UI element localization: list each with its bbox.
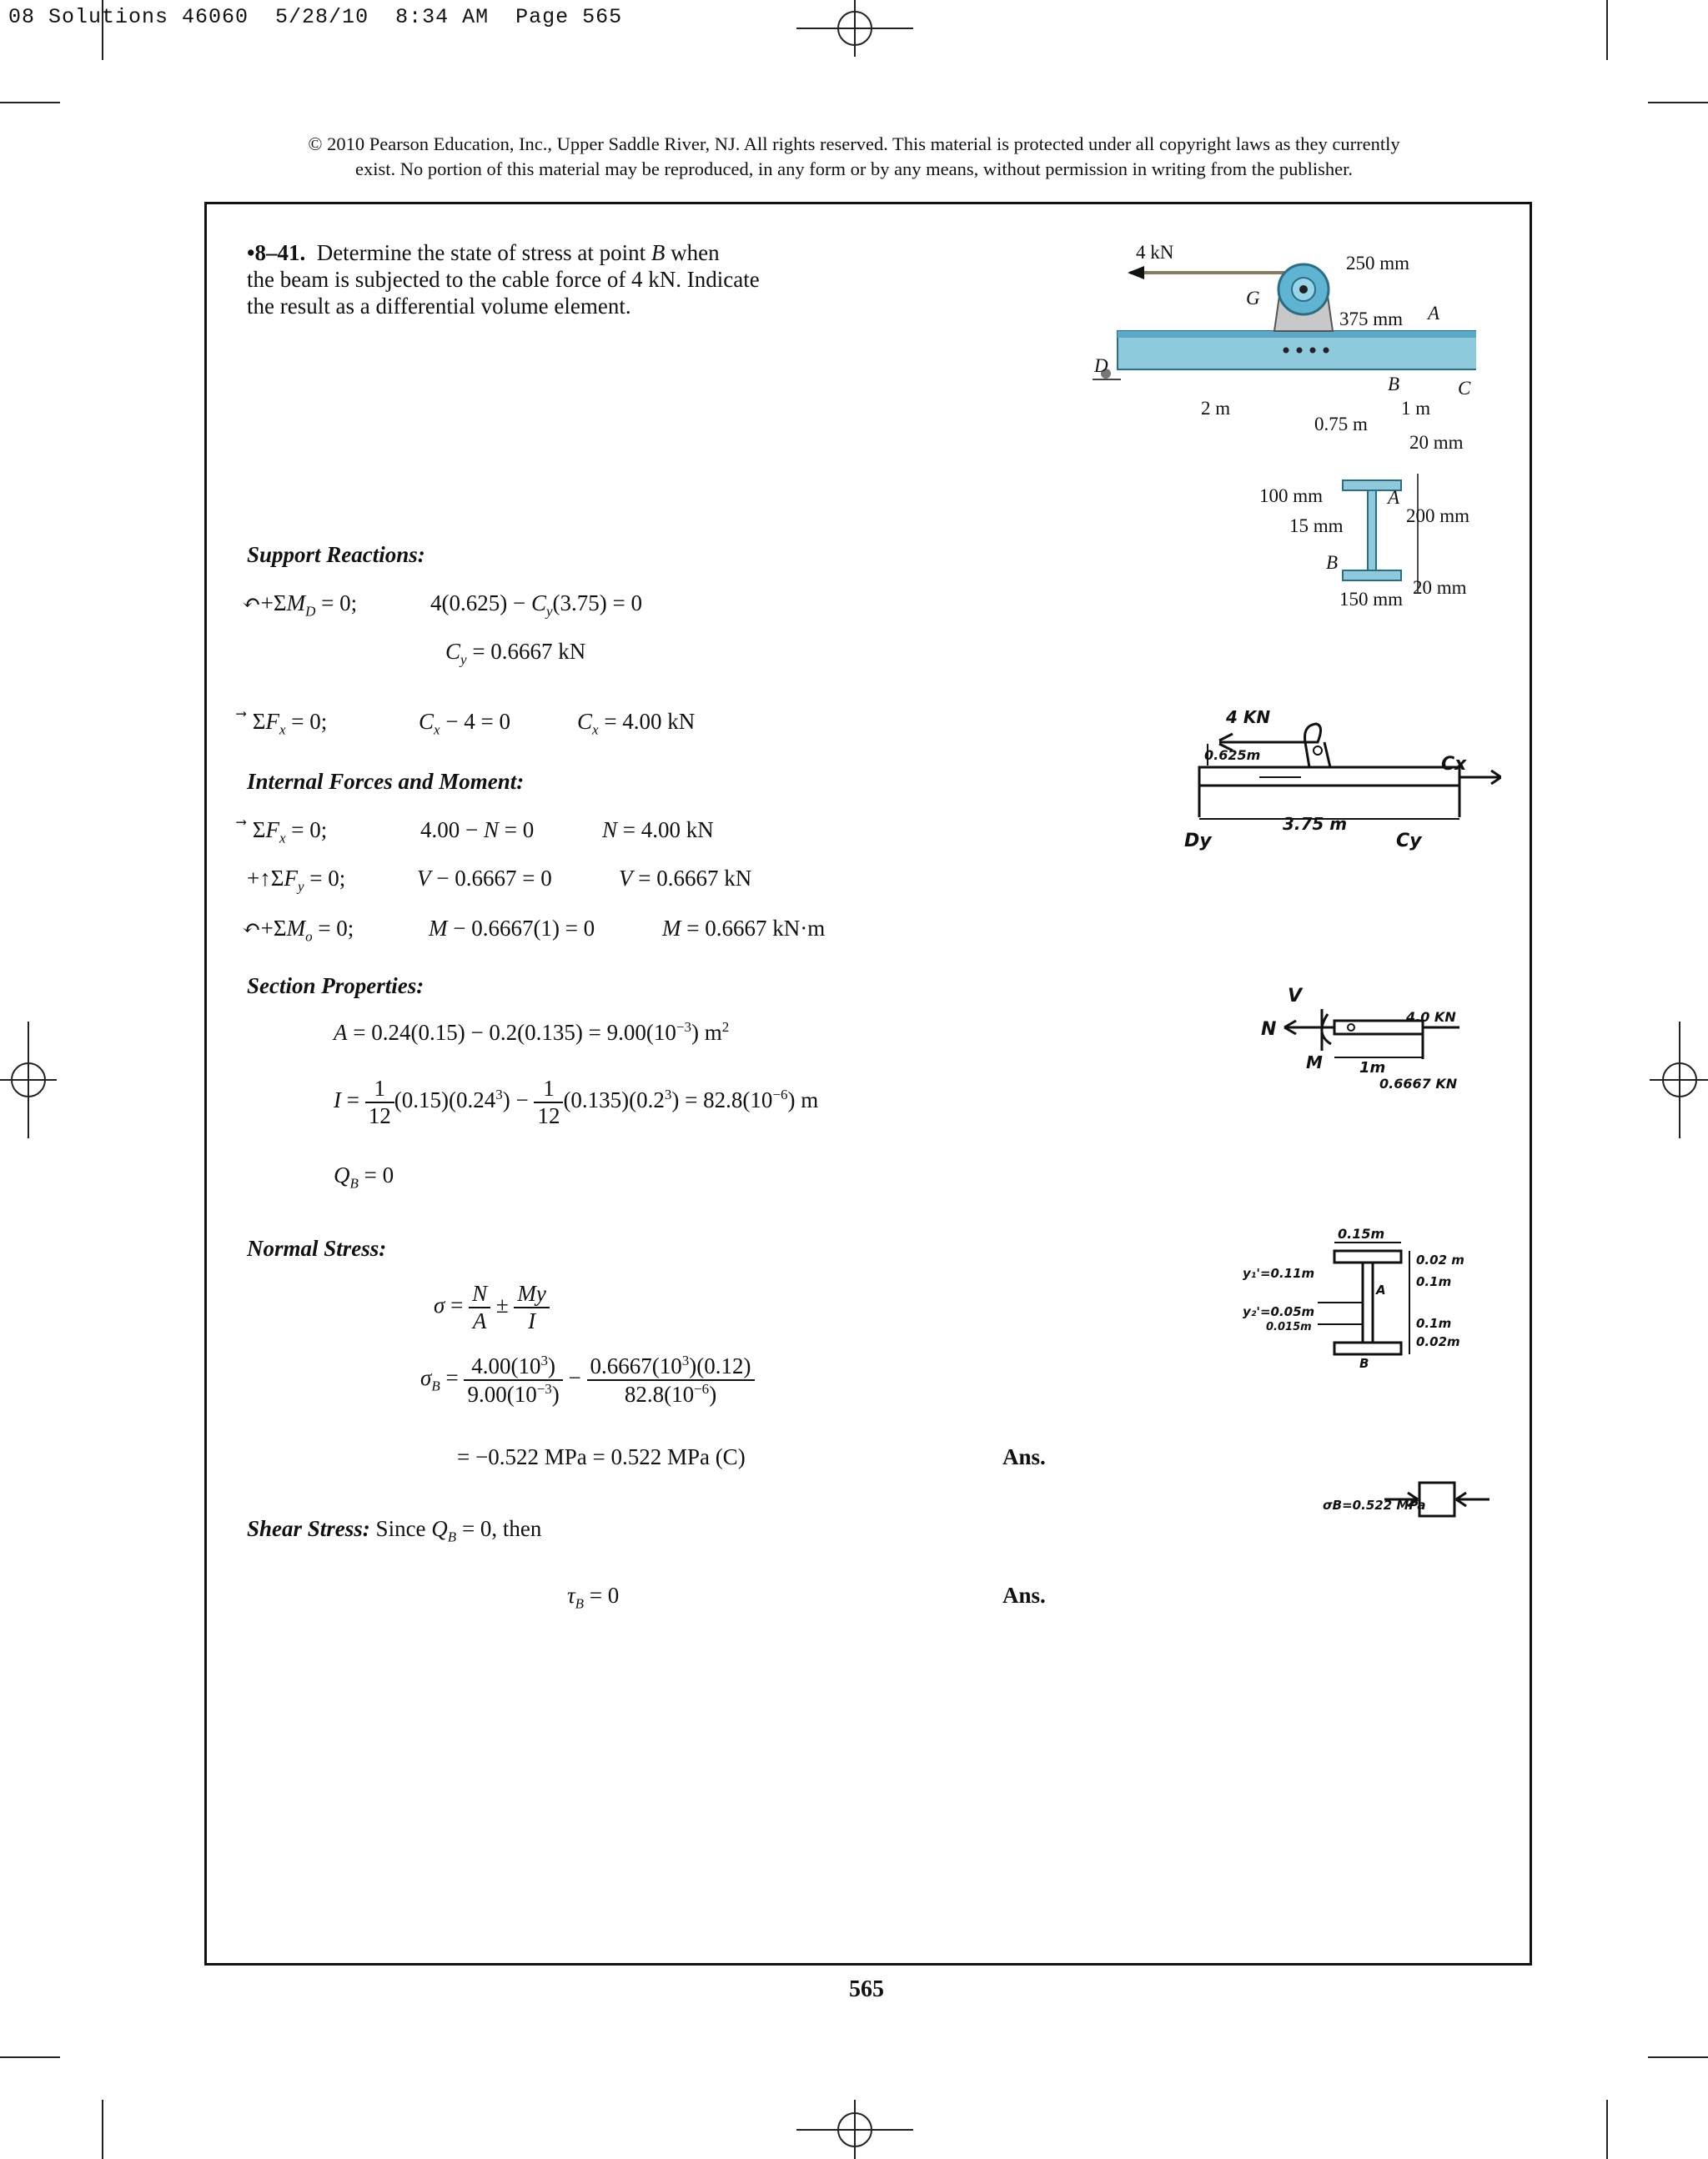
eq-m-sum: M − 0.6667(1) = 0 <box>429 916 595 941</box>
crop-mark <box>1648 102 1708 103</box>
eq-cy-result: $C_y = 0.6667$ kN <box>445 639 586 668</box>
fig-dim-375: 375 mm <box>1339 309 1404 329</box>
copyright-line-1: © 2010 Pearson Education, Inc., Upper Saddle River, NJ. All rights reserved. This material is protected under all copyright laws as they currently <box>308 133 1400 154</box>
eq-cx-sum: $C_x - 4 = 0$ <box>419 709 511 738</box>
fig-load: 4 kN <box>1136 242 1174 263</box>
registration-mark-top <box>792 0 917 58</box>
section-h1-label: 0.1m <box>1416 1274 1452 1289</box>
section-tw-label: 0.015m <box>1266 1321 1312 1333</box>
registration-mark-left <box>0 1022 58 1138</box>
copyright-line-2: exist. No portion of this material may be reproduced, in any form or by any means, without permission in writing from the publisher. <box>354 158 1353 179</box>
fig-label-b: B <box>1388 374 1400 394</box>
fig-dim-20b: 20 mm <box>1413 577 1467 598</box>
heading-section-properties: Section Properties: <box>247 973 424 998</box>
section-width-label: 0.15m <box>1338 1226 1385 1242</box>
segment-v-label: V <box>1288 986 1303 1007</box>
section-sketch <box>1318 1226 1484 1376</box>
section-h2-label: 0.1m <box>1416 1316 1452 1331</box>
segment-n-label: N <box>1261 1019 1277 1040</box>
fbd-length-label: 3.75 m <box>1283 814 1348 834</box>
eq-sigma-general: σ = $\frac{N}{A}$ ± $\frac{My}{I}$ <box>434 1281 550 1334</box>
shear-stress-line: Shear Stress: Since $Q_B = 0$, then <box>247 1516 542 1545</box>
eq-n-result: N = 4.00 kN <box>602 817 714 842</box>
fbd-arm-label: 0.625m <box>1204 747 1261 763</box>
problem-line-2: the beam is subjected to the cable force of 4 kN. Indicate <box>247 267 760 292</box>
crop-mark <box>0 2056 60 2058</box>
eq-sigma-result: = −0.522 MPa = 0.522 MPa (C) <box>457 1444 746 1469</box>
fig-dim-1m: 1 m <box>1401 398 1431 419</box>
fig-dim-250: 250 mm <box>1346 253 1410 274</box>
problem-line-1: •8–41. Determine the state of stress at point B when <box>247 240 720 265</box>
eq-sum-fx-2: ⃗ $\Sigma F_x = 0$; <box>247 817 328 846</box>
eq-v-result: V = 0.6667 kN <box>619 866 752 891</box>
fig-dim-20a: 20 mm <box>1409 432 1464 453</box>
fig-dim-075: 0.75 m <box>1314 414 1368 434</box>
section-t1-label: 0.02 m <box>1416 1253 1464 1268</box>
page-number: 565 <box>849 1976 884 2002</box>
problem-number: •8–41. <box>247 240 306 265</box>
fig-dim-2m: 2 m <box>1201 398 1231 419</box>
registration-mark-bottom <box>792 2100 917 2159</box>
fbd-cx-label: Cx <box>1441 754 1467 775</box>
eq-inertia: I = $\frac{1}{12}$ $(0.15)(0.24^3)$ − $\frac{1}{12}$ $(0.135)(0.2^3) = 82.8(10^{-6})$ m <box>334 1076 819 1128</box>
stress-element-label: σB=0.522 MPa <box>1323 1498 1426 1513</box>
eq-moment-d: $↶+\Sigma M_D = 0$; <box>242 590 358 620</box>
crop-mark <box>102 2100 103 2159</box>
crop-mark <box>0 102 60 103</box>
segment-length-label: 1m <box>1359 1059 1386 1077</box>
eq-qb: $Q_B = 0$ <box>334 1162 394 1192</box>
fig-label-g: G <box>1246 288 1260 309</box>
fig-label-c: C <box>1458 378 1471 399</box>
registration-mark-right <box>1650 1022 1708 1138</box>
eq-sum-fy: $+↑\Sigma F_y = 0$; <box>247 866 346 895</box>
segment-shear-label: 0.6667 KN <box>1379 1076 1458 1092</box>
eq-sum-mo: $↶+\Sigma M_o = 0$; <box>242 916 354 945</box>
eq-tau-b: $\tau_B = 0$ <box>567 1583 620 1612</box>
section-a-label: A <box>1376 1283 1386 1298</box>
heading-normal-stress: Normal Stress: <box>247 1236 387 1261</box>
answer-label-1: Ans. <box>1002 1444 1046 1469</box>
eq-m-result: M = 0.6667 kN·m <box>662 916 826 941</box>
segment-m-label: M <box>1306 1052 1323 1072</box>
problem-line-3: the result as a differential volume element. <box>247 294 631 319</box>
eq-n-sum: 4.00 − N = 0 <box>420 817 535 842</box>
page-slug: 08 Solutions 46060 5/28/10 8:34 AM Page 565 <box>8 5 623 29</box>
eq-moment-d-rhs: $4(0.625) - C_y(3.75) = 0$ <box>430 590 642 620</box>
crop-mark <box>1648 2056 1708 2058</box>
eq-area: $A = 0.24(0.15) - 0.2(0.135) = 9.00(10^{-3})$ $m^2$ <box>334 1019 730 1045</box>
fbd-dy-label: Dy <box>1184 831 1212 851</box>
heading-support-reactions: Support Reactions: <box>247 542 425 567</box>
fbd-load-label: 4 KN <box>1226 707 1271 727</box>
heading-internal-forces: Internal Forces and Moment: <box>247 769 525 794</box>
section-y1-label: y₁'=0.11m <box>1243 1266 1315 1281</box>
segment-load-label: 4.0 KN <box>1406 1009 1456 1025</box>
answer-label-2: Ans. <box>1002 1583 1046 1608</box>
section-b-label: B <box>1359 1356 1369 1371</box>
section-t2-label: 0.02m <box>1416 1334 1460 1349</box>
fig-dim-200: 200 mm <box>1406 505 1470 526</box>
fig-section-b: B <box>1326 552 1339 573</box>
eq-v-sum: V − 0.6667 = 0 <box>417 866 552 891</box>
fig-dim-150: 150 mm <box>1339 589 1404 610</box>
fig-label-d: D <box>1094 355 1108 376</box>
fig-dim-100: 100 mm <box>1259 485 1324 506</box>
section-y2-label: y₂'=0.05m <box>1243 1304 1315 1319</box>
fig-dim-15: 15 mm <box>1289 515 1344 536</box>
fig-section-a: A <box>1388 487 1400 508</box>
eq-sum-fx-1: ⃗ $\Sigma F_x = 0$; <box>247 709 328 738</box>
crop-mark <box>1606 0 1608 60</box>
crop-mark <box>1606 2100 1608 2159</box>
eq-cx-result: $C_x = 4.00$ kN <box>577 709 696 738</box>
fbd-cy-label: Cy <box>1396 831 1422 851</box>
fig-label-a: A <box>1428 303 1440 324</box>
eq-sigma-b: $\sigma_B$ = $\frac{4.00(10^3)}{9.00(10^{-3})}$ − $\frac{0.6667(10^3)(0.12)}{82.8(10^{-6})}$ <box>420 1353 755 1408</box>
